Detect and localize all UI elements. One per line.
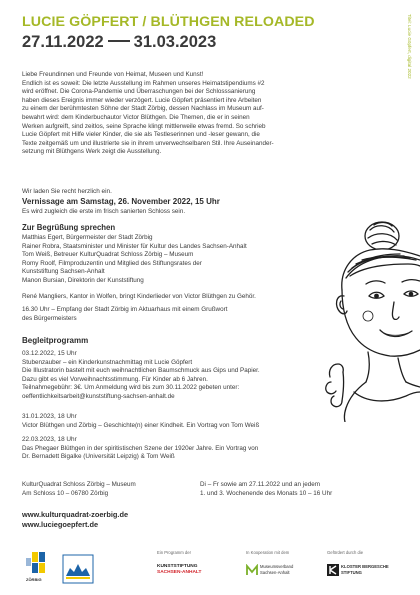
invitation-line: Wir laden Sie recht herzlich ein. bbox=[22, 188, 112, 195]
intro-text bbox=[22, 71, 352, 157]
program-heading: Begleitprogramm bbox=[22, 336, 89, 345]
speaker-item: Matthias Egert, Bürgermeister der Stadt Zörbig bbox=[22, 234, 153, 241]
event-date: 22.03.2023, 18 Uhr bbox=[22, 436, 77, 443]
zoerbig-label: ZÖRBIG bbox=[26, 577, 42, 582]
kloster-bergesche-icon bbox=[327, 564, 339, 576]
intro-line: setzung mit Blüthgens Werk zeigt die Ausstellung. bbox=[22, 148, 162, 156]
website-links bbox=[22, 510, 128, 530]
venue-address bbox=[22, 481, 136, 498]
address-line: KulturQuadrat Schloss Zörbig – Museum bbox=[22, 481, 136, 488]
event-line: Stubenzauber – ein Kinderkunstnachmittag mit Lucie Göpfert bbox=[22, 358, 193, 366]
kunststiftung-line: SACHSEN-ANHALT bbox=[157, 569, 202, 575]
intro-line: Liebe Freundinnen und Freunde von Heimat, Museen und Kunst! bbox=[22, 71, 204, 78]
schloss-logo bbox=[62, 554, 94, 584]
speaker-item: Rainer Robra, Staatsminister und Minister für Kultur des Landes Sachsen-Anhalt bbox=[22, 242, 247, 250]
kunststiftung-logo bbox=[157, 564, 201, 575]
speaker-item: Manon Bursian, Direktorin der Kunststiftung bbox=[22, 276, 144, 284]
kloster-line: STIFTUNG bbox=[341, 569, 362, 575]
museumsverband-logo bbox=[260, 564, 293, 575]
program-label: Ein Programm der bbox=[157, 550, 191, 555]
event-line: Das Phegaer Blüthgen in der spiritistischen Szene der 1920er Jahre. Ein Vortrag von bbox=[22, 444, 259, 452]
event-date: 31.01.2023, 18 Uhr bbox=[22, 413, 77, 420]
vernissage-heading: Vernissage am Samstag, 26. November 2022, 15 Uhr bbox=[22, 197, 220, 206]
intro-line: haben dieses Ereignis immer wieder verzögert. Lucie Göpfert präsentiert ihre Arbeiten bbox=[22, 96, 262, 104]
speaker-item: Romy Roolf, Filmproduzentin und Mitglied des Stiftungsrates der bbox=[22, 259, 202, 267]
kloster-line: KLOSTER BERGESCHE bbox=[341, 564, 389, 569]
intro-line: bewahrt wird: dem Kinderbuchautor Victor Blüthgen. Die Themen, die er in seinen bbox=[22, 113, 250, 121]
date-start: 27.11.2022 bbox=[22, 33, 104, 51]
museumsverband-icon bbox=[246, 564, 258, 576]
event-date: 03.12.2022, 15 Uhr bbox=[22, 350, 77, 357]
museumsverband-line: Sachsen-Anhalt bbox=[260, 569, 290, 575]
intro-line: Lucie Göpfert mit Hilfe vieler Kinder, die sie als Testleserinnen und -leser gewann, die bbox=[22, 131, 260, 139]
program-event bbox=[22, 350, 260, 402]
exhibition-dates bbox=[22, 33, 216, 52]
cooperation-label: In Kooperation mit dem bbox=[246, 550, 290, 555]
kloster-bergesche-logo bbox=[341, 564, 389, 575]
date-end: 31.03.2023 bbox=[133, 33, 217, 51]
event-line: Dazu gibt es viel Vorweihnachtsstimmung. Für Kinder ab 6 Jahren. bbox=[22, 375, 208, 383]
intro-line: Werken aufgreift, sind zeitlos, seine Sprache klingt mittlerweile etwas fremd. So schrieb bbox=[22, 122, 266, 130]
intro-line: Texte zeitgemäß um und illustrierte sie in ihrem unverwechselbaren Stil. Ihre Auseinander- bbox=[22, 139, 274, 147]
reception-note bbox=[22, 306, 227, 323]
image-credit: Titel: Lucie Göpfert, digital 2022 bbox=[407, 14, 412, 79]
hours-line: Di – Fr sowie am 27.11.2022 und an jedem bbox=[200, 481, 320, 488]
kunststiftung-line: KUNSTSTIFTUNG bbox=[157, 564, 198, 569]
event-line: Die Illustratorin bastelt mit euch weihnachtlichen Baumschmuck aus Gips und Papier. bbox=[22, 367, 260, 375]
website-link[interactable]: www.luciegoepfert.de bbox=[22, 520, 99, 529]
program-event bbox=[22, 413, 259, 430]
date-dash bbox=[108, 40, 130, 42]
speaker-item: Kunststiftung Sachsen-Anhalt bbox=[22, 268, 105, 276]
event-line: Dr. Bernadett Bigalke (Universität Leipzig) & Tom Weiß bbox=[22, 453, 175, 461]
event-email-link[interactable]: oeffentlichkeitsarbeit@kunststiftung-sachsen-anhalt.de bbox=[22, 392, 175, 400]
reception-line: 16.30 Uhr – Empfang der Stadt Zörbig im Aktuarhaus mit einem Grußwort bbox=[22, 306, 228, 313]
girl-illustration bbox=[290, 212, 420, 422]
museumsverband-line: Museumsverband bbox=[260, 564, 294, 569]
greeting-heading: Zur Begrüßung sprechen bbox=[22, 223, 116, 232]
sponsor-logos bbox=[0, 540, 420, 595]
event-line: Teilnahmegebühr: 3€. Um Anmeldung wird bis zum 30.11.2022 gebeten unter: bbox=[22, 384, 240, 392]
reception-line: des Bürgermeisters bbox=[22, 314, 77, 322]
opening-hours bbox=[200, 481, 332, 498]
vernissage-note: Es wird zugleich die erste im frisch sanierten Schloss sein. bbox=[22, 208, 186, 215]
intro-line: zu einem der berühmtesten Söhne der Stadt Zörbig, dessen Nachlass im Museum auf- bbox=[22, 105, 264, 113]
music-note: René Mangliers, Kantor in Wolfen, bringt Kinderlieder von Victor Blüthgen zu Gehör. bbox=[22, 293, 256, 300]
program-event bbox=[22, 436, 258, 462]
intro-line: Endlich ist es soweit: Die letzte Ausstellung im Rahmen unseres Heimatstipendiums #2 bbox=[22, 79, 265, 87]
hours-line: 1. und 3. Wochenende des Monats 10 – 16 Uhr bbox=[200, 489, 333, 497]
website-link[interactable]: www.kulturquadrat-zoerbig.de bbox=[22, 510, 129, 519]
funded-label: Gefördert durch die bbox=[327, 550, 364, 555]
speaker-item: Tom Weiß, Betreuer KulturQuadrat Schloss Zörbig – Museum bbox=[22, 251, 194, 259]
event-line: Victor Blüthgen und Zörbig – Geschichte(n) einer Kindheit. Ein Vortrag von Tom Weiß bbox=[22, 421, 260, 429]
intro-line: wird eröffnet. Die Corona-Pandemie und Überraschungen bei der Schlosssanierung bbox=[22, 88, 256, 96]
address-line: Am Schloss 10 – 06780 Zörbig bbox=[22, 489, 109, 497]
exhibition-title: LUCIE GÖPFERT / BLÜTHGEN RELOADED bbox=[22, 14, 315, 30]
